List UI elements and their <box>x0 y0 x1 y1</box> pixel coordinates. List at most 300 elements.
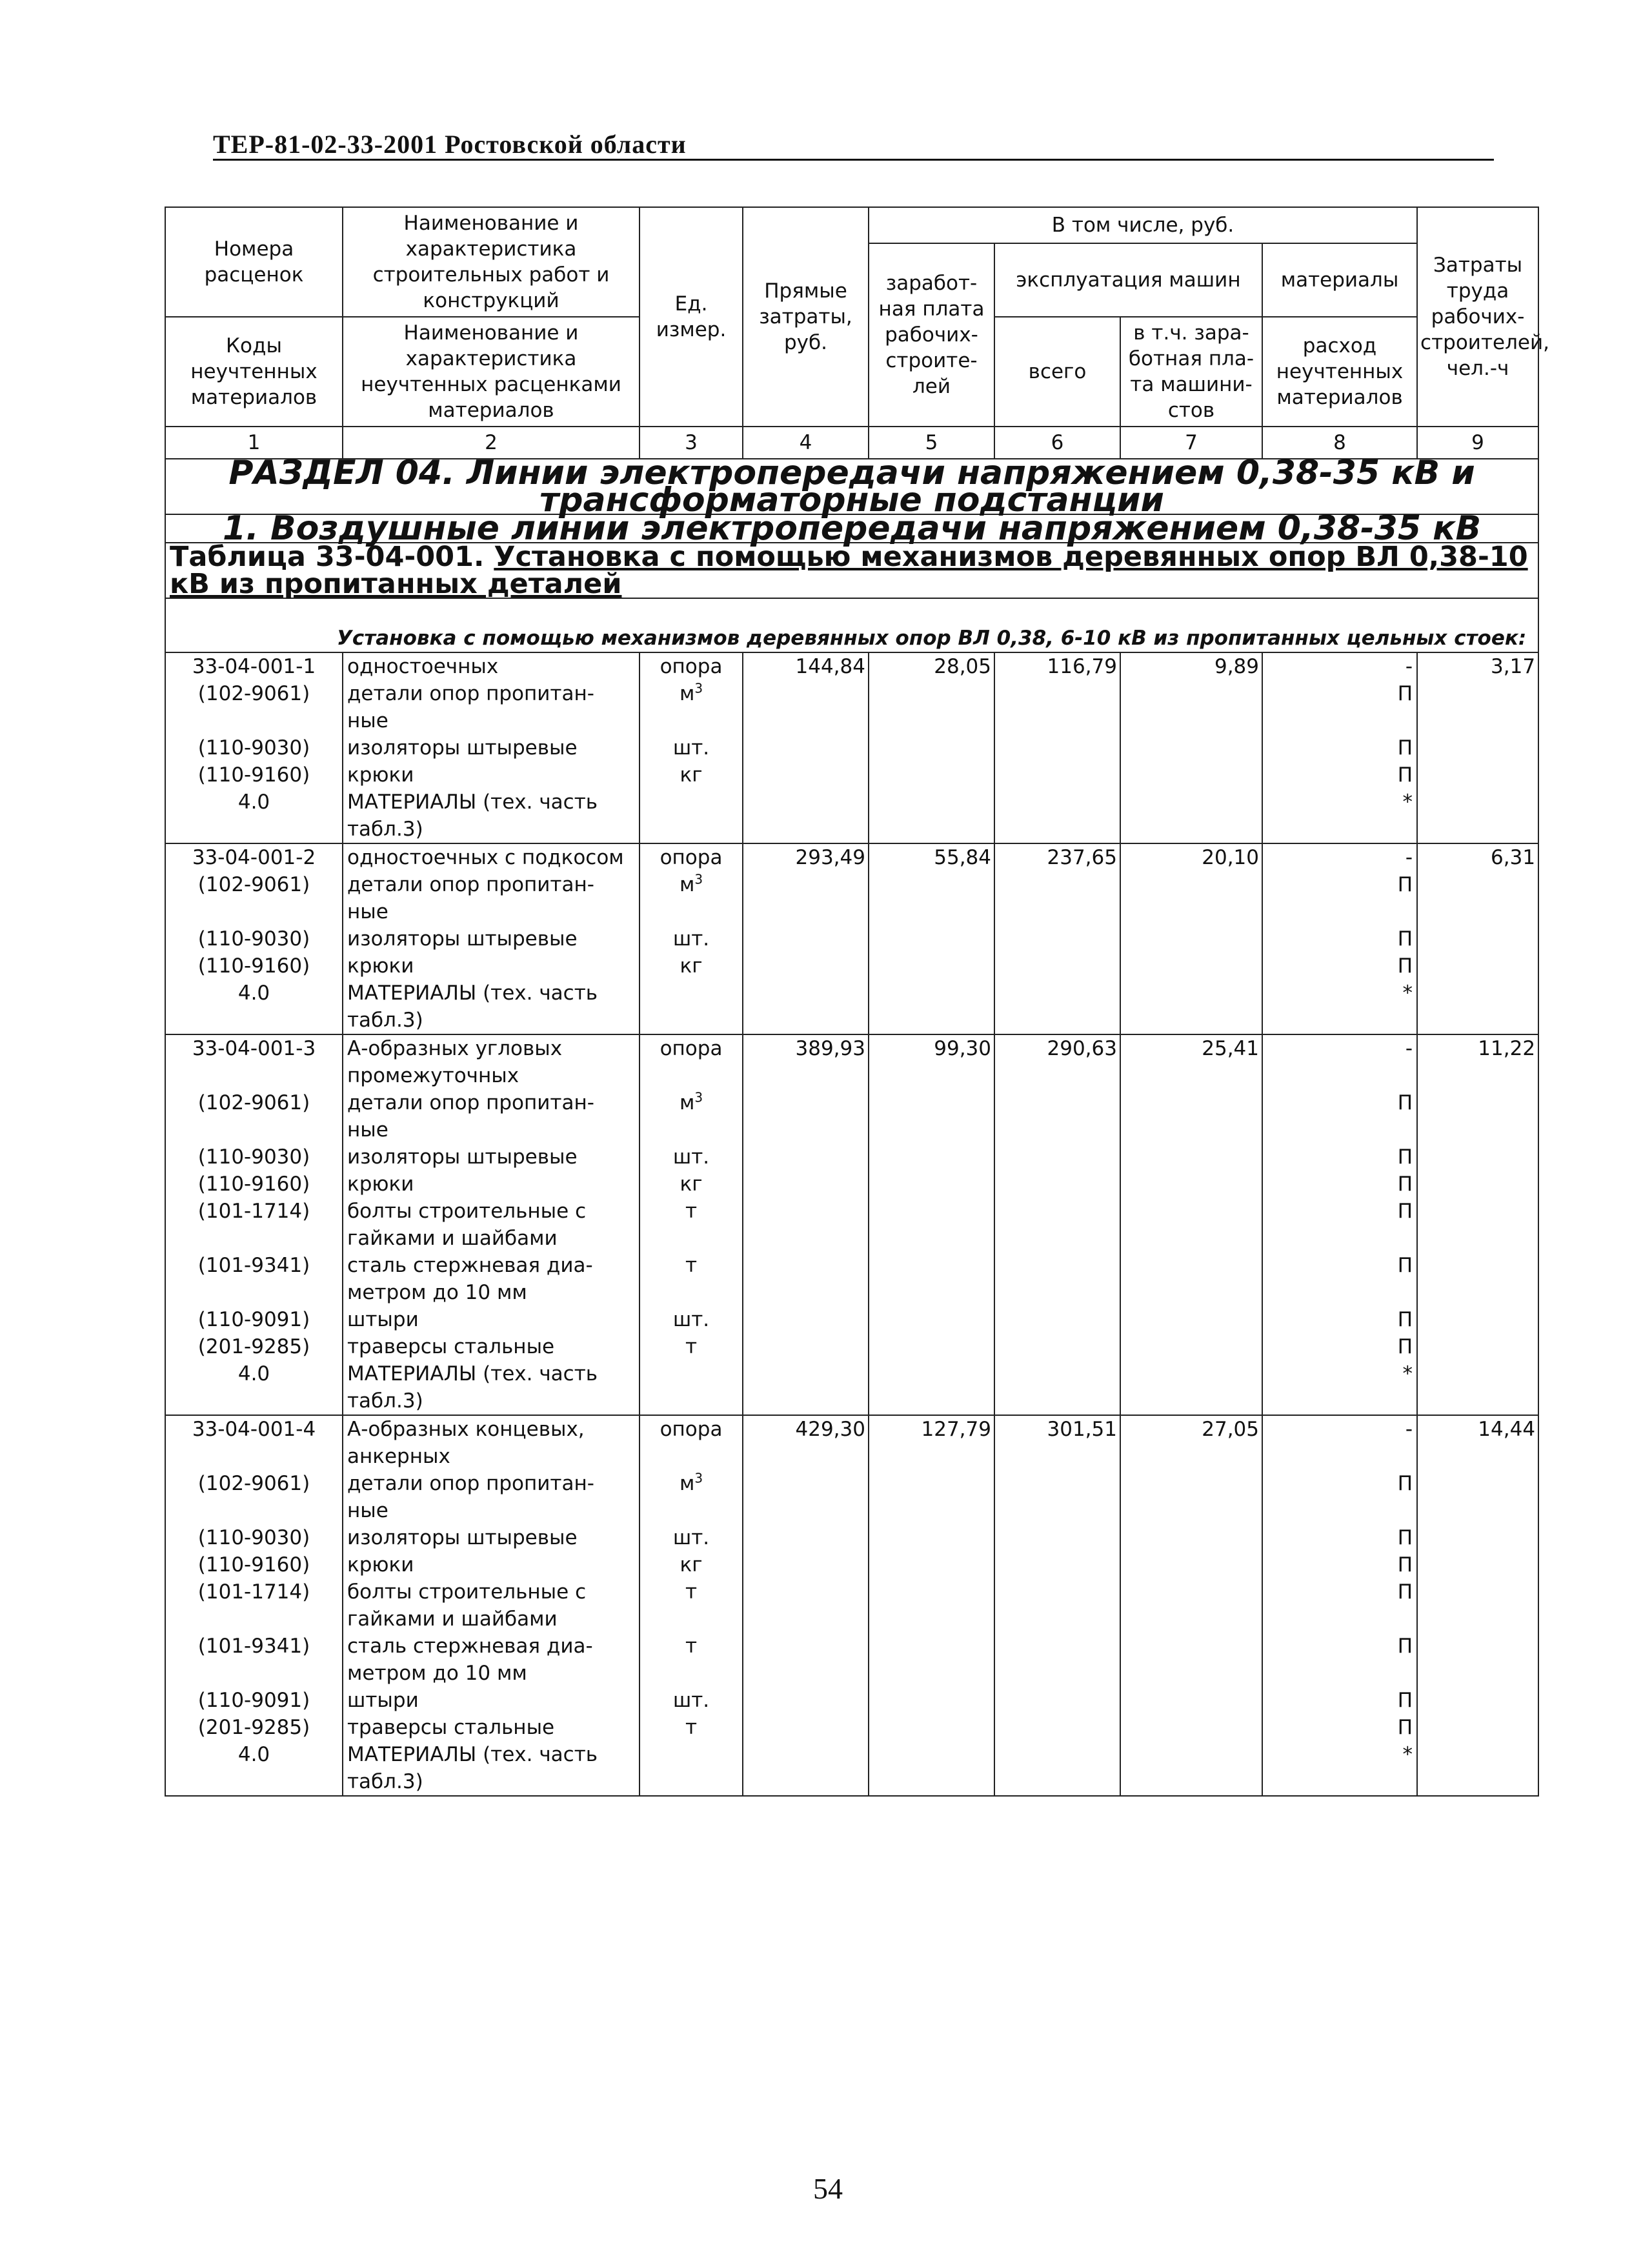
material-code: 4.0 <box>165 980 343 1034</box>
rate-materials: - <box>1262 1034 1417 1089</box>
empty-cell <box>743 761 869 789</box>
material-name: МАТЕРИАЛЫ (тех. часть табл.3) <box>343 789 640 843</box>
empty-cell <box>1120 1306 1262 1333</box>
material-row <box>165 789 1538 843</box>
empty-cell <box>869 1198 994 1252</box>
empty-cell <box>869 1578 994 1633</box>
empty-cell <box>994 1143 1120 1171</box>
rate-row <box>165 1034 1538 1089</box>
empty-cell <box>869 980 994 1034</box>
empty-cell <box>1417 1551 1538 1578</box>
material-code: (110-9030) <box>165 734 343 761</box>
material-name: крюки <box>343 952 640 980</box>
empty-cell <box>743 1306 869 1333</box>
column-number: 1 <box>165 427 343 459</box>
rate-unit: опора <box>640 1415 743 1470</box>
empty-cell <box>743 1470 869 1524</box>
empty-cell <box>743 789 869 843</box>
material-flag: П <box>1262 1306 1417 1333</box>
empty-cell <box>1417 1524 1538 1551</box>
header-labor: Затраты труда рабочих-строителей, чел.-ч <box>1417 207 1538 427</box>
material-row <box>165 1360 1538 1415</box>
empty-cell <box>1120 761 1262 789</box>
material-name: крюки <box>343 1551 640 1578</box>
column-number: 2 <box>343 427 640 459</box>
material-unit: кг <box>640 761 743 789</box>
empty-cell <box>1120 1333 1262 1360</box>
header-materials: материалы <box>1262 243 1417 317</box>
header-machines: эксплуатация машин <box>994 243 1262 317</box>
empty-cell <box>1120 1578 1262 1633</box>
rate-wages: 127,79 <box>869 1415 994 1470</box>
empty-cell <box>1120 734 1262 761</box>
material-flag: П <box>1262 1551 1417 1578</box>
rates-table <box>165 206 1549 1797</box>
material-name: траверсы стальные <box>343 1714 640 1741</box>
material-name: крюки <box>343 761 640 789</box>
rate-labor: 11,22 <box>1417 1034 1538 1089</box>
material-row <box>165 1089 1538 1143</box>
empty-cell <box>1120 925 1262 952</box>
material-name: изоляторы штыревые <box>343 734 640 761</box>
material-unit <box>640 789 743 843</box>
empty-cell <box>743 1551 869 1578</box>
empty-cell <box>869 1306 994 1333</box>
material-row <box>165 1171 1538 1198</box>
page-number: 54 <box>813 2172 843 2205</box>
header-unit: Ед. измер. <box>640 207 743 427</box>
empty-cell <box>869 1333 994 1360</box>
empty-cell <box>994 1089 1120 1143</box>
material-code: 4.0 <box>165 1741 343 1796</box>
material-flag: П <box>1262 1578 1417 1633</box>
empty-cell <box>1120 1171 1262 1198</box>
material-unit: шт. <box>640 734 743 761</box>
empty-cell <box>743 952 869 980</box>
empty-cell <box>1417 1333 1538 1360</box>
section-subtitle: 1. Воздушные линии электропередачи напряжением 0,38-35 кВ <box>165 514 1538 543</box>
empty-cell <box>869 1551 994 1578</box>
rate-unit: опора <box>640 652 743 680</box>
empty-cell <box>1120 1089 1262 1143</box>
column-number: 3 <box>640 427 743 459</box>
empty-cell <box>994 1333 1120 1360</box>
empty-cell <box>869 1360 994 1415</box>
material-row <box>165 1741 1538 1796</box>
material-unit: т <box>640 1333 743 1360</box>
material-row <box>165 734 1538 761</box>
empty-cell <box>994 1198 1120 1252</box>
header-work-name: Наименование и характеристика строительных работ и конструкций <box>343 207 640 317</box>
rate-unit: опора <box>640 1034 743 1089</box>
empty-cell <box>994 1524 1120 1551</box>
material-name: детали опор пропитан-ные <box>343 871 640 925</box>
empty-cell <box>1417 1252 1538 1306</box>
material-unit <box>640 980 743 1034</box>
material-flag: П <box>1262 1198 1417 1252</box>
rate-machines: 301,51 <box>994 1415 1120 1470</box>
material-flag: П <box>1262 925 1417 952</box>
empty-cell <box>869 1714 994 1741</box>
header-rule <box>213 159 1494 161</box>
material-row <box>165 871 1538 925</box>
empty-cell <box>994 980 1120 1034</box>
empty-cell <box>869 1687 994 1714</box>
material-unit: кг <box>640 952 743 980</box>
empty-cell <box>1417 980 1538 1034</box>
empty-cell <box>994 1252 1120 1306</box>
empty-cell <box>743 1524 869 1551</box>
empty-cell <box>1417 680 1538 734</box>
material-unit: т <box>640 1633 743 1687</box>
material-unit: т <box>640 1198 743 1252</box>
material-code: (110-9160) <box>165 1171 343 1198</box>
rate-name: А-образных концевых, анкерных <box>343 1415 640 1470</box>
empty-cell <box>994 952 1120 980</box>
material-row <box>165 761 1538 789</box>
material-unit: шт. <box>640 1306 743 1333</box>
empty-cell <box>1120 952 1262 980</box>
material-unit: $м^3$ <box>640 1470 743 1524</box>
empty-cell <box>1417 1578 1538 1633</box>
material-unit <box>640 1741 743 1796</box>
empty-cell <box>1120 1143 1262 1171</box>
empty-cell <box>1120 1470 1262 1524</box>
empty-cell <box>869 952 994 980</box>
material-flag: П <box>1262 1171 1417 1198</box>
header-wages: заработ-ная плата рабочих-строите-лей <box>869 243 994 427</box>
material-row <box>165 1578 1538 1633</box>
material-name: детали опор пропитан-ные <box>343 1470 640 1524</box>
empty-cell <box>1120 680 1262 734</box>
header-machine-wages: в т.ч. зара-ботная пла-та машини-стов <box>1120 317 1262 427</box>
material-name: штыри <box>343 1306 640 1333</box>
material-unit: кг <box>640 1171 743 1198</box>
material-code: (110-9030) <box>165 1143 343 1171</box>
material-row <box>165 1252 1538 1306</box>
material-row <box>165 1633 1538 1687</box>
material-unit: $м^3$ <box>640 871 743 925</box>
empty-cell <box>1120 1198 1262 1252</box>
material-row <box>165 980 1538 1034</box>
material-flag: П <box>1262 1089 1417 1143</box>
material-code: (101-9341) <box>165 1633 343 1687</box>
empty-cell <box>1417 1687 1538 1714</box>
empty-cell <box>869 789 994 843</box>
empty-cell <box>743 1171 869 1198</box>
empty-cell <box>994 925 1120 952</box>
empty-cell <box>994 1551 1120 1578</box>
empty-cell <box>743 1198 869 1252</box>
material-unit: т <box>640 1578 743 1633</box>
material-row <box>165 1333 1538 1360</box>
column-number: 6 <box>994 427 1120 459</box>
material-name: болты строительные с гайками и шайбами <box>343 1578 640 1633</box>
empty-cell <box>1120 1252 1262 1306</box>
empty-cell <box>1120 1741 1262 1796</box>
rate-wages: 55,84 <box>869 843 994 871</box>
header-direct-costs: Прямые затраты, руб. <box>743 207 869 427</box>
material-row <box>165 1551 1538 1578</box>
material-code: (110-9030) <box>165 925 343 952</box>
material-name: детали опор пропитан-ные <box>343 680 640 734</box>
material-name: болты строительные с гайками и шайбами <box>343 1198 640 1252</box>
rate-direct-costs: 429,30 <box>743 1415 869 1470</box>
empty-cell <box>1417 1360 1538 1415</box>
material-name: штыри <box>343 1687 640 1714</box>
empty-cell <box>1120 1687 1262 1714</box>
empty-cell <box>743 1687 869 1714</box>
column-number: 5 <box>869 427 994 459</box>
material-flag: П <box>1262 1714 1417 1741</box>
empty-cell <box>1120 871 1262 925</box>
material-flag: * <box>1262 1741 1417 1796</box>
rate-code: 33-04-001-3 <box>165 1034 343 1089</box>
material-unit: т <box>640 1252 743 1306</box>
material-row <box>165 1143 1538 1171</box>
empty-cell <box>869 925 994 952</box>
running-header: ТЕР-81-02-33-2001 Ростовской области <box>213 130 687 159</box>
rate-wages: 28,05 <box>869 652 994 680</box>
empty-cell <box>1417 1089 1538 1143</box>
empty-cell <box>1120 1360 1262 1415</box>
rate-machines: 290,63 <box>994 1034 1120 1089</box>
rate-materials: - <box>1262 843 1417 871</box>
empty-cell <box>994 1470 1120 1524</box>
empty-cell <box>994 1741 1120 1796</box>
material-flag: * <box>1262 980 1417 1034</box>
empty-cell <box>743 1089 869 1143</box>
empty-cell <box>1417 761 1538 789</box>
column-number: 8 <box>1262 427 1417 459</box>
rate-direct-costs: 389,93 <box>743 1034 869 1089</box>
empty-cell <box>994 1633 1120 1687</box>
empty-cell <box>869 1470 994 1524</box>
material-code: (110-9160) <box>165 761 343 789</box>
empty-cell <box>994 1171 1120 1198</box>
material-code: (102-9061) <box>165 871 343 925</box>
material-code: (110-9030) <box>165 1524 343 1551</box>
material-flag: * <box>1262 789 1417 843</box>
rate-wages: 99,30 <box>869 1034 994 1089</box>
empty-cell <box>869 680 994 734</box>
empty-cell <box>743 1714 869 1741</box>
rate-name: одностоечных с подкосом <box>343 843 640 871</box>
material-unit: $м^3$ <box>640 1089 743 1143</box>
empty-cell <box>1417 734 1538 761</box>
rate-direct-costs: 293,49 <box>743 843 869 871</box>
rate-row <box>165 652 1538 680</box>
material-unit: т <box>640 1714 743 1741</box>
empty-cell <box>1417 1143 1538 1171</box>
empty-cell <box>994 1360 1120 1415</box>
material-flag: П <box>1262 1333 1417 1360</box>
empty-cell <box>869 1524 994 1551</box>
material-code: (101-1714) <box>165 1578 343 1633</box>
material-row <box>165 952 1538 980</box>
empty-cell <box>869 761 994 789</box>
material-name: траверсы стальные <box>343 1333 640 1360</box>
group-title: Установка с помощью механизмов деревянных опор ВЛ 0,38, 6-10 кВ из пропитанных цельных стоек: <box>165 598 1538 652</box>
empty-cell <box>743 871 869 925</box>
rate-code: 33-04-001-2 <box>165 843 343 871</box>
empty-cell <box>994 789 1120 843</box>
material-name: изоляторы штыревые <box>343 1143 640 1171</box>
material-name: сталь стержневая диа-метром до 10 мм <box>343 1252 640 1306</box>
material-code: (101-1714) <box>165 1198 343 1252</box>
material-flag: П <box>1262 952 1417 980</box>
empty-cell <box>1417 1741 1538 1796</box>
empty-cell <box>743 1143 869 1171</box>
material-flag: П <box>1262 1470 1417 1524</box>
rate-machines: 116,79 <box>994 652 1120 680</box>
rate-name: А-образных угловых промежуточных <box>343 1034 640 1089</box>
empty-cell <box>869 1633 994 1687</box>
rate-machine-wages: 9,89 <box>1120 652 1262 680</box>
empty-cell <box>1417 925 1538 952</box>
material-code: (201-9285) <box>165 1333 343 1360</box>
material-flag: П <box>1262 1143 1417 1171</box>
empty-cell <box>1417 1714 1538 1741</box>
material-name: изоляторы штыревые <box>343 1524 640 1551</box>
rate-name: одностоечных <box>343 652 640 680</box>
header-material-names: Наименование и характеристика неучтенных расценками материалов <box>343 317 640 427</box>
empty-cell <box>1417 1633 1538 1687</box>
material-row <box>165 1687 1538 1714</box>
empty-cell <box>869 1741 994 1796</box>
header-material-codes: Коды неучтенных материалов <box>165 317 343 427</box>
empty-cell <box>1417 789 1538 843</box>
material-row <box>165 680 1538 734</box>
empty-cell <box>743 1633 869 1687</box>
rate-direct-costs: 144,84 <box>743 652 869 680</box>
empty-cell <box>1120 1714 1262 1741</box>
material-code: (110-9091) <box>165 1306 343 1333</box>
empty-cell <box>869 1089 994 1143</box>
table-title: Таблица 33-04-001. Установка с помощью механизмов деревянных опор ВЛ 0,38-10 кВ из пропитанных деталей <box>165 543 1538 598</box>
column-number: 4 <box>743 427 869 459</box>
material-unit: шт. <box>640 925 743 952</box>
column-number: 9 <box>1417 427 1538 459</box>
material-unit: шт. <box>640 1143 743 1171</box>
empty-cell <box>743 980 869 1034</box>
material-code: (102-9061) <box>165 1089 343 1143</box>
material-code: 4.0 <box>165 789 343 843</box>
empty-cell <box>994 871 1120 925</box>
column-number: 7 <box>1120 427 1262 459</box>
material-flag: П <box>1262 761 1417 789</box>
empty-cell <box>994 761 1120 789</box>
material-code: (110-9091) <box>165 1687 343 1714</box>
material-name: изоляторы штыревые <box>343 925 640 952</box>
empty-cell <box>869 871 994 925</box>
material-name: детали опор пропитан-ные <box>343 1089 640 1143</box>
material-name: крюки <box>343 1171 640 1198</box>
rate-machine-wages: 27,05 <box>1120 1415 1262 1470</box>
material-code: (102-9061) <box>165 680 343 734</box>
material-flag: П <box>1262 734 1417 761</box>
empty-cell <box>743 1360 869 1415</box>
empty-cell <box>869 1252 994 1306</box>
material-flag: П <box>1262 1252 1417 1306</box>
material-flag: П <box>1262 1524 1417 1551</box>
header-material-usage: расход неучтенных материалов <box>1262 317 1417 427</box>
header-machines-total: всего <box>994 317 1120 427</box>
empty-cell <box>743 1741 869 1796</box>
empty-cell <box>869 1171 994 1198</box>
empty-cell <box>1120 1633 1262 1687</box>
rate-code: 33-04-001-1 <box>165 652 343 680</box>
empty-cell <box>1120 980 1262 1034</box>
material-unit: кг <box>640 1551 743 1578</box>
empty-cell <box>994 1687 1120 1714</box>
material-code: (110-9160) <box>165 952 343 980</box>
empty-cell <box>743 1578 869 1633</box>
empty-cell <box>1417 952 1538 980</box>
material-code: 4.0 <box>165 1360 343 1415</box>
material-name: МАТЕРИАЛЫ (тех. часть табл.3) <box>343 1360 640 1415</box>
material-flag: П <box>1262 1633 1417 1687</box>
material-unit: $м^3$ <box>640 680 743 734</box>
rate-row <box>165 1415 1538 1470</box>
empty-cell <box>1417 1171 1538 1198</box>
material-code: (110-9160) <box>165 1551 343 1578</box>
rate-labor: 14,44 <box>1417 1415 1538 1470</box>
empty-cell <box>743 1252 869 1306</box>
empty-cell <box>869 1143 994 1171</box>
empty-cell <box>743 1333 869 1360</box>
empty-cell <box>1120 1551 1262 1578</box>
section-title: РАЗДЕЛ 04. Линии электропередачи напряжением 0,38-35 кВ и трансформаторные подстанции <box>165 459 1538 514</box>
rate-materials: - <box>1262 1415 1417 1470</box>
material-flag: П <box>1262 871 1417 925</box>
rate-unit: опора <box>640 843 743 871</box>
material-name: МАТЕРИАЛЫ (тех. часть табл.3) <box>343 980 640 1034</box>
empty-cell <box>743 734 869 761</box>
material-row <box>165 1470 1538 1524</box>
empty-cell <box>994 1578 1120 1633</box>
empty-cell <box>1417 1306 1538 1333</box>
rate-machine-wages: 25,41 <box>1120 1034 1262 1089</box>
material-code: (101-9341) <box>165 1252 343 1306</box>
material-row <box>165 1198 1538 1252</box>
material-flag: * <box>1262 1360 1417 1415</box>
empty-cell <box>1417 1470 1538 1524</box>
rate-code: 33-04-001-4 <box>165 1415 343 1470</box>
header-rate-numbers: Номера расценок <box>165 207 343 317</box>
empty-cell <box>1120 1524 1262 1551</box>
rate-labor: 6,31 <box>1417 843 1538 871</box>
empty-cell <box>994 734 1120 761</box>
material-code: (102-9061) <box>165 1470 343 1524</box>
header-including: В том числе, руб. <box>869 207 1417 243</box>
material-unit <box>640 1360 743 1415</box>
material-name: сталь стержневая диа-метром до 10 мм <box>343 1633 640 1687</box>
material-flag: П <box>1262 1687 1417 1714</box>
material-flag: П <box>1262 680 1417 734</box>
empty-cell <box>994 1306 1120 1333</box>
material-row <box>165 1714 1538 1741</box>
empty-cell <box>869 734 994 761</box>
material-unit: шт. <box>640 1524 743 1551</box>
rate-machine-wages: 20,10 <box>1120 843 1262 871</box>
material-name: МАТЕРИАЛЫ (тех. часть табл.3) <box>343 1741 640 1796</box>
material-code: (201-9285) <box>165 1714 343 1741</box>
empty-cell <box>994 1714 1120 1741</box>
material-row <box>165 1306 1538 1333</box>
material-row <box>165 1524 1538 1551</box>
empty-cell <box>1417 1198 1538 1252</box>
